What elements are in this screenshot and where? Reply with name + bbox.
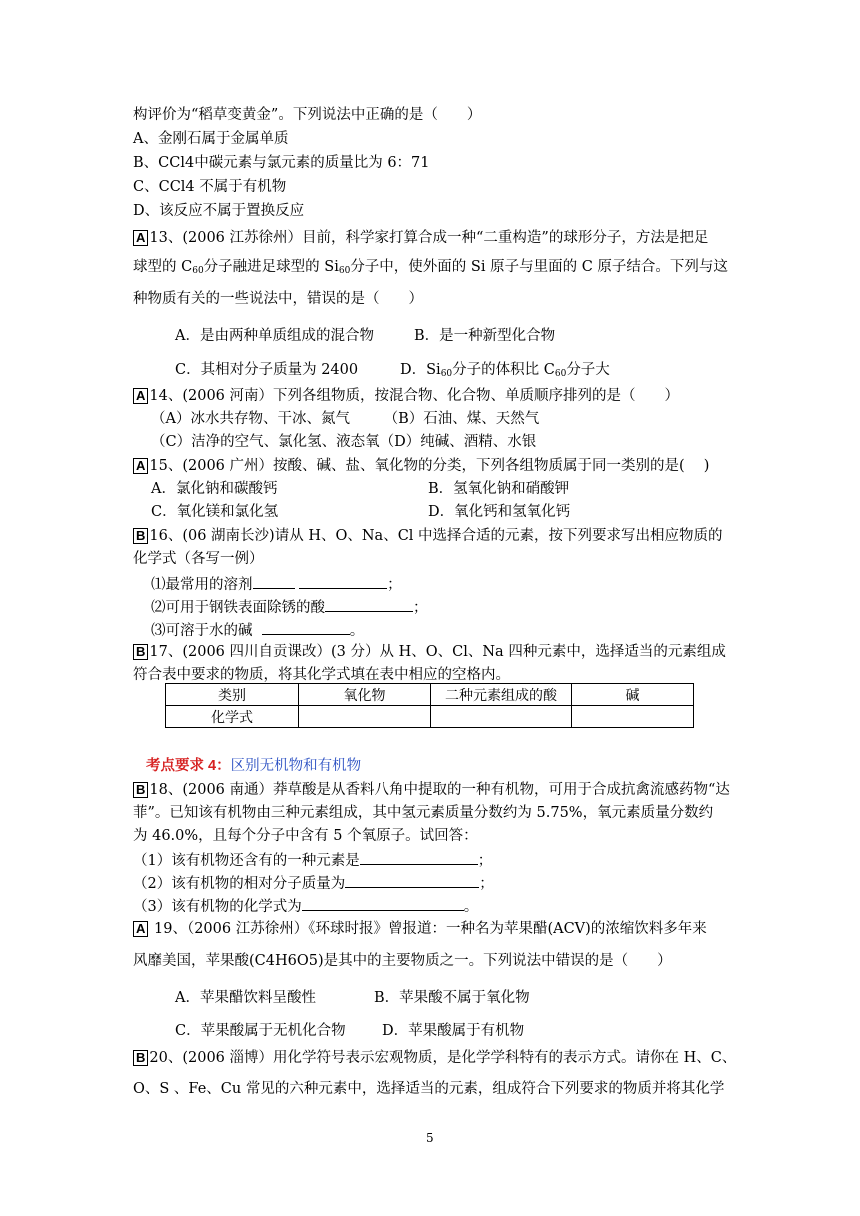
q13-l2a: 球型的 C	[133, 259, 193, 275]
q13-l2c: 分子中，使外面的 Si 原子与里面的 C 原子结合。下列与这	[350, 259, 728, 275]
q13-l2b: 分子融进足球型的 Si	[203, 259, 339, 275]
q16-blank3[interactable]	[262, 620, 350, 635]
q16-i3-end: 。	[349, 623, 365, 639]
q18-stem: 18、(2006 南通）莽草酸是从香料八角中提取的一种有机物，可用于合成抗禽流感药物“达	[149, 782, 730, 798]
q15-option-d: D．氧化钙和氢氧化钙	[428, 504, 571, 520]
q18-level-tag: B	[133, 782, 148, 798]
q18-blank3[interactable]	[302, 896, 464, 911]
q16-stem: 16、(06 湖南长沙)请从 H、O、Na、Cl 中选择合适的元素，按下列要求写出相应物质的	[149, 528, 723, 544]
q14-line2: （A）冰水共存物、干冰、氮气 （B）石油、煤、天然气	[151, 411, 540, 427]
q19-option-a: A．苹果醋饮料呈酸性	[175, 990, 316, 1006]
q16-item3	[151, 620, 364, 640]
q18-i3-end: 。	[463, 899, 479, 915]
q18-i1-text: （1）该有机物还含有的一种元素是	[133, 853, 360, 869]
q17-level-tag: B	[133, 644, 148, 660]
q18-line2: 菲”。已知该有机物由三种元素组成，其中氢元素质量分数约为 5.75%，氧元素质量分数约	[133, 805, 714, 821]
q16-i2-semi: ；	[413, 600, 428, 616]
q15-stem: 15、(2006 广州）按酸、碱、盐、氧化物的分类，下列各组物质属于同一类别的是( )	[149, 458, 710, 474]
q18-blank1[interactable]	[360, 850, 478, 865]
q20-level-tag: B	[133, 1050, 148, 1066]
q20-stem: 20、(2006 淄博）用化学符号表示宏观物质，是化学学科特有的表示方式。请你在 H、C、	[149, 1050, 737, 1066]
q13-line3: 种物质有关的一些说法中，错误的是（ ）	[133, 291, 423, 307]
q16-i3-text: ⑶可溶于水的碱	[151, 623, 253, 639]
q16-blank1a[interactable]	[253, 574, 295, 589]
q16-i2-text: ⑵可用于钢铁表面除锈的酸	[151, 600, 325, 616]
q17-line1	[133, 643, 726, 661]
q17-table	[165, 683, 694, 728]
intro-line: 构评价为“稻草变黄金”。下列说法中正确的是（ ）	[133, 107, 482, 123]
q13-dsub2: 60	[554, 369, 567, 379]
q18-i1-semi: ；	[477, 853, 493, 869]
q13-option-a: A．是由两种单质组成的混合物	[175, 328, 374, 344]
q19-level-tag: A	[133, 921, 148, 937]
q13-option-d	[400, 361, 610, 383]
section-text: 区别无机物和有机物	[230, 758, 362, 774]
q16-item2	[151, 597, 428, 617]
q17-line2: 符合表中要求的物质，将其化学式填在表中相应的空格内。	[133, 667, 510, 683]
q18-i2-semi: ；	[479, 876, 494, 892]
q13-line1	[133, 229, 708, 247]
q17-cell-base[interactable]	[572, 706, 694, 728]
q15-option-c: C．氧化镁和氯化氢	[151, 504, 279, 520]
q17-stem: 17、(2006 四川自贡课改）(3 分）从 H、O、Cl、Na 四种元素中，选择适当的元素组成	[149, 644, 726, 660]
q20-line1	[133, 1049, 736, 1067]
q17-th-base: 碱	[572, 684, 694, 706]
page-number: 5	[426, 1131, 434, 1145]
q17-row-label: 化学式	[166, 706, 299, 728]
q15-option-b: B．氢氧化钠和硝酸钾	[428, 481, 570, 497]
intro-option-a: A、金刚石属于金属单质	[133, 131, 289, 147]
q16-blank2[interactable]	[325, 597, 413, 612]
q17-th-oxide: 氧化物	[299, 684, 431, 706]
q18-i2-text: （2）该有机物的相对分子质量为	[133, 876, 346, 892]
q17-th-category: 类别	[166, 684, 299, 706]
q18-line3: 为 46.0%，且每个分子中含有 5 个氧原子。试回答：	[133, 828, 478, 844]
q17-cell-oxide[interactable]	[299, 706, 431, 728]
q18-line1	[133, 781, 730, 799]
q16-i1-text: ⑴最常用的溶剂	[151, 577, 253, 593]
q17-cell-acid[interactable]	[431, 706, 572, 728]
q16-item1	[151, 574, 402, 594]
q14-line3: （C）洁净的空气、氯化氢、液态氧（D）纯碱、酒精、水银	[151, 434, 537, 450]
q13-option-b: B．是一种新型化合物	[414, 328, 556, 344]
q17-table-row	[166, 706, 694, 728]
q19-option-d: D．苹果酸属于有机物	[382, 1023, 525, 1039]
q13-option-c: C．其相对分子质量为 2400	[175, 362, 359, 378]
q17-table-header-row	[166, 684, 694, 706]
q17-th-acid: 二种元素组成的酸	[431, 684, 572, 706]
intro-option-b: B、CCl4中碳元素与氯元素的质量比为 6：71	[133, 155, 430, 171]
q16-line1	[133, 527, 723, 545]
q18-blank2[interactable]	[345, 873, 479, 888]
q18-i3-text: （3）该有机物的化学式为	[133, 899, 302, 915]
q19-stem: 19、（2006 江苏徐州）《环球时报》曾报道：一种名为苹果醋(ACV)的浓缩饮料多年来	[149, 921, 707, 937]
q13-dsub: 60	[440, 369, 453, 379]
q19-option-c: C．苹果酸属于无机化合物	[175, 1023, 346, 1039]
q14-stem: 14、(2006 河南）下列各组物质，按混合物、化合物、单质顺序排列的是（ ）	[149, 388, 680, 404]
intro-option-c: C、CCl4 不属于有机物	[133, 179, 287, 195]
q13-d3: 分子大	[566, 362, 610, 378]
q19-option-b: B．苹果酸不属于氧化物	[374, 990, 530, 1006]
q18-item1	[133, 850, 492, 870]
q14-line1	[133, 387, 679, 405]
intro-option-d: D、该反应不属于置换反应	[133, 203, 305, 219]
q13-level-tag: A	[133, 230, 148, 246]
q16-line2: 化学式（各写一例）	[133, 551, 264, 567]
q13-l2sub: 60	[192, 266, 204, 276]
q15-option-a: A．氯化钠和碳酸钙	[151, 481, 278, 497]
q19-line2: 风靡美国，苹果酸(C4H6O5)是其中的主要物质之一。下列说法中错误的是（ ）	[133, 953, 672, 969]
q15-line1	[133, 457, 709, 475]
q13-d2: 分子的体积比 C	[452, 362, 555, 378]
q13-d1: D．Si	[400, 362, 441, 378]
q20-line2: O、S 、Fe、Cu 常见的六种元素中，选择适当的元素，组成符合下列要求的物质并将其化学	[133, 1081, 725, 1097]
q16-level-tag: B	[133, 528, 148, 544]
q14-level-tag: A	[133, 388, 148, 404]
q13-line2	[133, 258, 728, 280]
q16-blank1b[interactable]	[299, 574, 387, 589]
section-header	[146, 757, 361, 775]
q18-item2	[133, 873, 494, 893]
q13-l2sub2: 60	[338, 266, 351, 276]
q13-stem: 13、(2006 江苏徐州）目前，科学家打算合成一种“二重构造”的球形分子，方法是把足	[149, 230, 709, 246]
q15-level-tag: A	[133, 458, 148, 474]
q18-item3	[133, 896, 478, 916]
q19-line1	[133, 920, 707, 938]
q16-i1-semi: ；	[387, 577, 402, 593]
section-label: 考点要求 4：	[146, 758, 231, 774]
